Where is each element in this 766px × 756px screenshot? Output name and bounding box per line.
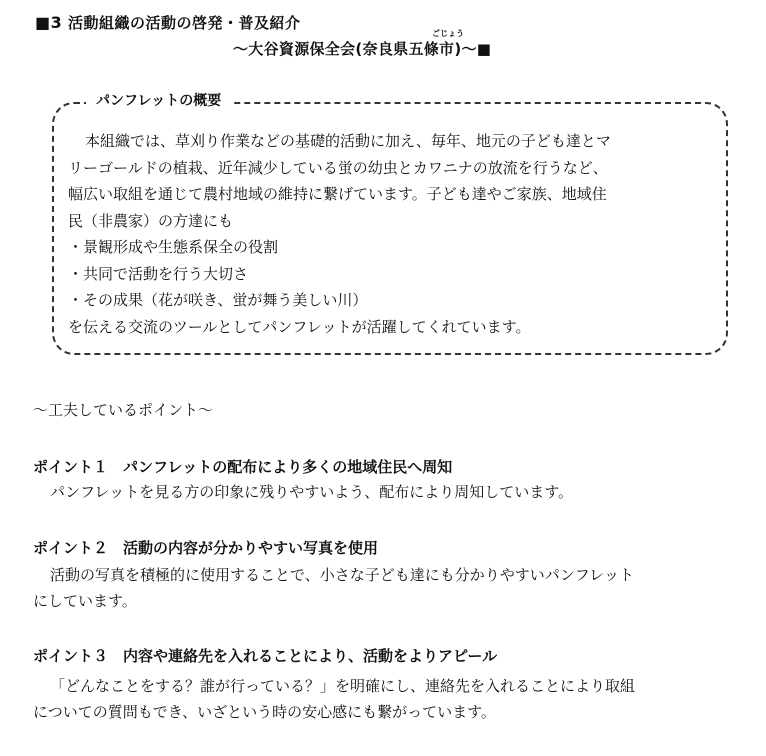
point-3-line: 「どんなことをする？誰が行っている？」を明確にし、連絡先を入れることにより取組 bbox=[50, 677, 636, 695]
overview-body bbox=[68, 128, 718, 340]
point-2-line: にしています。 bbox=[33, 592, 137, 610]
point-2-line: 活動の写真を積極的に使用することで、小さな子ども達にも分かりやすいパンフレット bbox=[50, 566, 634, 584]
overview-title: パンフレットの概要 bbox=[86, 90, 231, 110]
furigana: ごじょう bbox=[432, 29, 464, 38]
point-2-body bbox=[33, 562, 743, 614]
organization-title: ～大谷資源保全会(奈良県五條市)～■ bbox=[233, 40, 492, 58]
overview-bullet: ・共同で活動を行う大切さ bbox=[68, 264, 249, 283]
point-3-line: についての質問もでき、いざという時の安心感にも繋がっています。 bbox=[33, 703, 496, 721]
overview-line: 幅広い取組を通じて農村地域の維持に繋げています。子ども達やご家族、地域住 bbox=[68, 185, 607, 203]
section-number: ■3 bbox=[35, 13, 63, 32]
section-heading bbox=[35, 12, 301, 33]
overview-line: を伝える交流のツールとしてパンフレットが活躍してくれています。 bbox=[68, 317, 531, 336]
point-1-line: パンフレットを見る方の印象に残りやすいよう、配布により周知しています。 bbox=[50, 483, 574, 501]
overview-bullet: ・その成果（花が咲き、蛍が舞う美しい川） bbox=[68, 291, 368, 309]
overview-line: リーゴールドの植栽、近年減少している蛍の幼虫とカワニナの放流を行うなど、 bbox=[68, 158, 608, 177]
point-3-body bbox=[33, 673, 743, 725]
point-3-title: ポイント３ 内容や連絡先を入れることにより、活動をよりアピール bbox=[33, 647, 498, 665]
overview-line: 本組織では、草刈り作業などの基礎的活動に加え、毎年、地元の子ども達とマ bbox=[85, 132, 611, 150]
section-title: 活動組織の活動の啓発・普及紹介 bbox=[67, 14, 301, 32]
point-1-body bbox=[33, 479, 743, 505]
point-2-title: ポイント２ 活動の内容が分かりやすい写真を使用 bbox=[33, 539, 379, 557]
point-1-title: ポイント１ パンフレットの配布により多くの地域住民へ周知 bbox=[33, 458, 453, 476]
overview-line: 民（非農家）の方達にも bbox=[68, 211, 234, 230]
overview-bullet: ・景観形成や生態系保全の役割 bbox=[68, 238, 279, 256]
points-heading: ～工夫しているポイント～ bbox=[33, 401, 214, 419]
